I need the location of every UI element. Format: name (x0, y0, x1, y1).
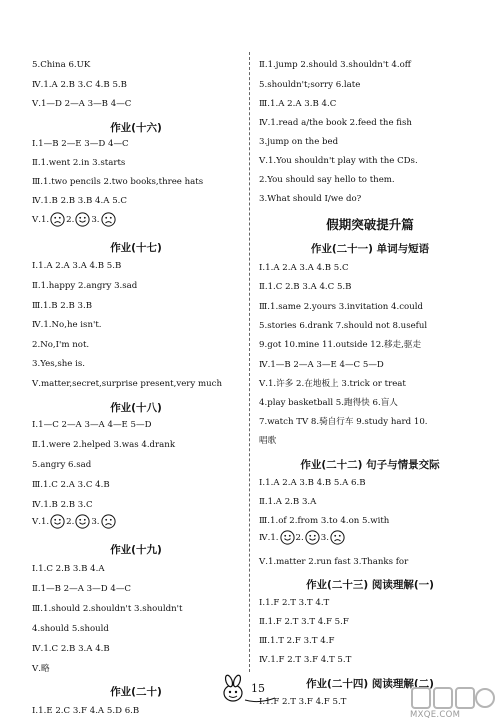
answer-line: 5.angry 6.sad (32, 460, 92, 470)
face-answer-line (259, 530, 346, 545)
sad-face-icon (330, 530, 345, 545)
answer-line: Ⅰ.1—B 2—E 3—D 4—C (32, 139, 129, 149)
watermark (410, 684, 496, 724)
answer-line: Ⅰ.1.E 2.C 3.F 4.A 5.D 6.B (32, 706, 140, 716)
answer-line: Ⅰ.1.A 2.A 3.B 4.B 5.A 6.B (259, 478, 366, 488)
answer-line: Ⅲ.1.B 2.B 3.B (32, 301, 93, 311)
answer-line: Ⅱ.1.went 2.in 3.starts (32, 158, 126, 168)
answer-line: Ⅲ.1.A 2.A 3.B 4.C (259, 99, 337, 109)
answer-line: Ⅱ.1.were 2.helped 3.was 4.drank (32, 440, 176, 450)
face-answer-label: 2. (66, 215, 75, 225)
answer-line: Ⅲ.1.T 2.F 3.T 4.F (259, 636, 335, 646)
section-heading: 作业(二十一) 单词与短语 (310, 243, 430, 255)
section-heading: 作业(二十二) 句子与情景交际 (300, 459, 440, 471)
answer-line: Ⅲ.1.of 2.from 3.to 4.on 5.with (259, 516, 390, 526)
smiley-face-icon (305, 530, 320, 545)
face-answer-label: 3. (91, 215, 100, 225)
smiley-face-icon (50, 514, 65, 529)
answer-line: Ⅲ.1.should 2.shouldn't 3.shouldn't (32, 604, 183, 614)
answer-line: Ⅱ.1.C 2.B 3.A 4.C 5.B (259, 282, 352, 292)
face-answer-prefix: Ⅴ.1. (32, 215, 50, 225)
answer-line: Ⅴ.略 (32, 664, 50, 674)
answer-line: Ⅰ.1.F 2.T 3.F 4.F 5.T (259, 697, 347, 707)
section-heading: 作业(二十) (110, 686, 162, 698)
watermark-logo-icon (410, 684, 496, 712)
answer-line: Ⅰ.1.C 2.B 3.B 4.A (32, 564, 105, 574)
sad-face-icon (101, 212, 116, 227)
face-answer-line (32, 212, 117, 227)
face-answer-prefix: Ⅴ.1. (32, 517, 50, 527)
page-number: 15 (251, 682, 265, 695)
answer-line: Ⅲ.1.same 2.yours 3.invitation 4.could (259, 302, 424, 312)
answer-line: 3.Yes,she is. (32, 359, 86, 369)
answer-line: Ⅳ.1.C 2.B 3.A 4.B (32, 644, 110, 654)
answer-line: 9.got 10.mine 11.outside 12.移走,驱走 (259, 340, 422, 350)
face-answer-label: 2. (295, 533, 304, 543)
answer-line: 4.play basketball 5.跑得快 6.盲人 (259, 398, 398, 408)
face-answer-label: 3. (320, 533, 329, 543)
answer-line: Ⅴ.matter,secret,surprise present,very much (32, 379, 223, 389)
smiley-face-icon (75, 514, 90, 529)
smiley-face-icon (75, 212, 90, 227)
answer-line: 4.should 5.should (32, 624, 109, 634)
section-heading: 作业(二十四) 阅读理解(二) (306, 678, 434, 690)
answer-line: Ⅴ.1.You shouldn't play with the CDs. (259, 156, 418, 166)
answer-line: Ⅰ.1.A 2.A 3.A 4.B 5.B (32, 261, 122, 271)
answer-line: Ⅳ.1.A 2.B 3.C 4.B 5.B (32, 80, 127, 90)
answer-line: Ⅰ.1.F 2.T 3.T 4.T (259, 598, 330, 608)
answer-line: Ⅳ.1.B 2.B 3.C (32, 500, 93, 510)
face-answer-label: 2. (66, 517, 75, 527)
answer-line: Ⅳ.1.B 2.B 3.B 4.A 5.C (32, 196, 127, 206)
answer-line: Ⅴ.1.matter 2.run fast 3.Thanks for (259, 557, 409, 567)
answer-line: 3.What should I/we do? (259, 194, 362, 204)
answer-line: 7.watch TV 8.骑自行车 9.study hard 10. (259, 417, 428, 427)
answer-line: Ⅱ.1.happy 2.angry 3.sad (32, 281, 138, 291)
answer-line: Ⅱ.1.jump 2.should 3.shouldn't 4.off (259, 60, 411, 70)
answer-line: 唱歌 (259, 436, 277, 446)
section-heading: 作业(十八) (110, 402, 162, 414)
answer-line: 5.stories 6.drank 7.should not 8.useful (259, 321, 428, 331)
cartoon-mascot-icon (219, 674, 279, 704)
answer-line: Ⅳ.1—B 2—A 3—E 4—C 5—D (259, 360, 384, 370)
answer-line: Ⅳ.1.No,he isn't. (32, 320, 102, 330)
sad-face-icon (101, 514, 116, 529)
column-divider (249, 52, 250, 672)
section-heading: 作业(十六) (110, 122, 162, 134)
answer-line: Ⅴ.1—D 2—A 3—B 4—C (32, 99, 132, 109)
answer-line: Ⅳ.1.read a/the book 2.feed the fish (259, 118, 412, 128)
answer-line: 5.China 6.UK (32, 60, 91, 70)
answer-line: Ⅲ.1.C 2.A 3.C 4.B (32, 480, 110, 490)
answer-line: 3.jump on the bed (259, 137, 339, 147)
section-heading: 作业(十七) (110, 242, 162, 254)
page-number-badge (219, 674, 279, 704)
answer-line: Ⅰ.1—C 2—A 3—A 4—E 5—D (32, 420, 152, 430)
face-answer-prefix: Ⅳ.1. (259, 533, 279, 543)
watermark-text: MXQE.COM (410, 710, 461, 720)
answer-line: Ⅲ.1.two pencils 2.two books,three hats (32, 177, 204, 187)
answer-line: 2.You should say hello to them. (259, 175, 395, 185)
answer-line: 2.No,I'm not. (32, 340, 90, 350)
part-title: 假期突破提升篇 (326, 217, 414, 232)
answer-line: Ⅱ.1—B 2—A 3—D 4—C (32, 584, 132, 594)
section-heading: 作业(十九) (110, 544, 162, 556)
answer-line: Ⅰ.1.A 2.A 3.A 4.B 5.C (259, 263, 349, 273)
answer-line: Ⅱ.1.A 2.B 3.A (259, 497, 317, 507)
answer-line: Ⅳ.1.F 2.T 3.F 4.T 5.T (259, 655, 352, 665)
answer-line: Ⅴ.1.许多 2.在地板上 3.trick or treat (259, 379, 406, 389)
section-heading: 作业(二十三) 阅读理解(一) (306, 579, 434, 591)
answer-line: Ⅱ.1.F 2.T 3.T 4.F 5.F (259, 617, 349, 627)
answer-line: 5.shouldn't;sorry 6.late (259, 80, 361, 90)
smiley-face-icon (280, 530, 295, 545)
face-answer-label: 3. (91, 517, 100, 527)
face-answer-line (32, 514, 117, 529)
sad-face-icon (50, 212, 65, 227)
